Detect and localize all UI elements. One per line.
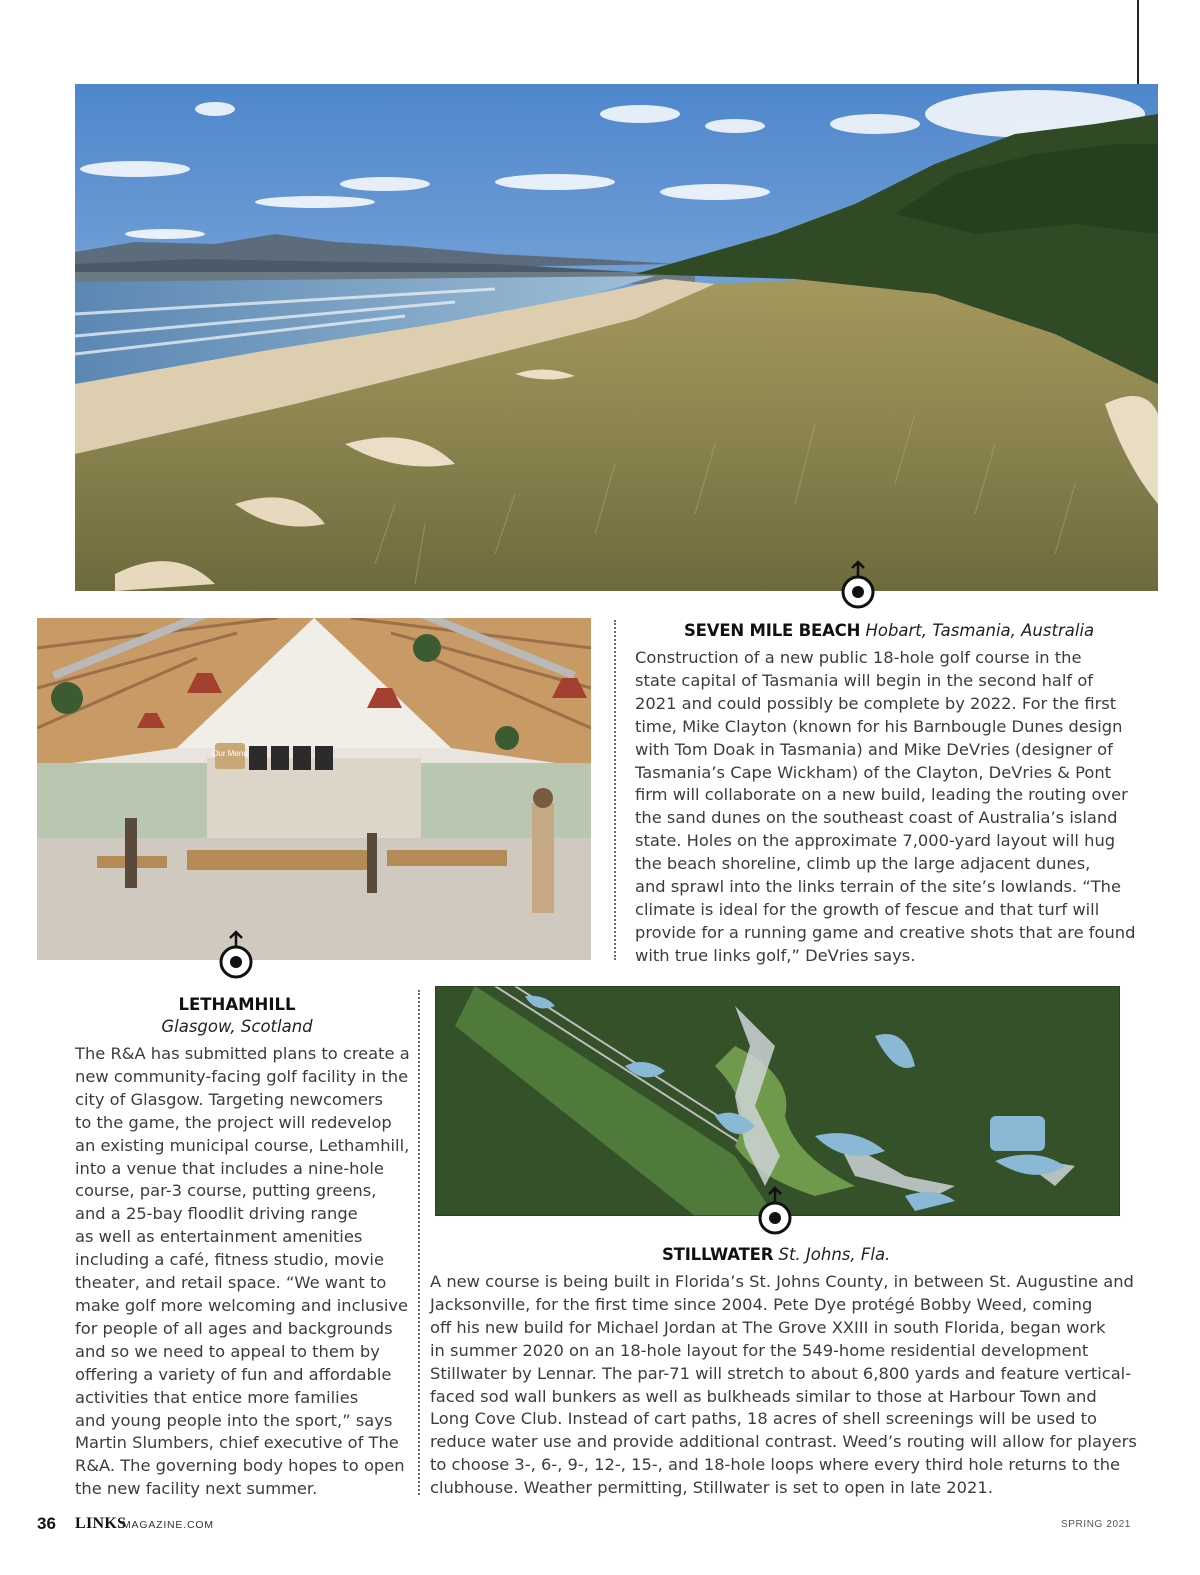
- menu-board-label: Our Menu: [212, 749, 248, 758]
- lethamhill-body: [75, 1043, 410, 1501]
- body-line: R&A. The governing body hopes to open: [75, 1456, 405, 1476]
- page-number: 36: [37, 1514, 56, 1533]
- body-line: time, Mike Clayton (known for his Barnbougle Dunes design: [635, 716, 1123, 736]
- body-line: Long Cove Club. Instead of cart paths, 18 acres of shell screenings will be used to: [430, 1409, 1097, 1429]
- body-line: firm will collaborate on a new build, leading the routing over: [635, 785, 1128, 805]
- magazine-logo: LINKS: [75, 1515, 127, 1532]
- body-line: make golf more welcoming and inclusive: [75, 1295, 409, 1315]
- body-line: and so we need to appeal to them by: [75, 1341, 380, 1361]
- location-pin-icon: [217, 930, 255, 980]
- body-line: Stillwater by Lennar. The par-71 will stretch to about 6,800 yards and feature vertical-: [430, 1363, 1132, 1383]
- body-line: into a venue that includes a nine-hole: [75, 1158, 384, 1178]
- location-pin-icon: [839, 560, 877, 610]
- body-line: The R&A has submitted plans to create a: [75, 1044, 410, 1063]
- course-name: SEVEN MILE BEACH: [684, 621, 861, 640]
- body-line: provide for a running game and creative shots that are found: [635, 922, 1136, 942]
- lethamhill-clubhouse-photo: [37, 618, 591, 960]
- body-line: the beach shoreline, climb up the large adjacent dunes,: [635, 854, 1091, 874]
- location-pin-icon: [756, 1186, 794, 1236]
- body-line: climate is ideal for the growth of fescue and that turf will: [635, 899, 1100, 919]
- body-line: off his new build for Michael Jordan at The Grove XXIII in south Florida, began work: [430, 1317, 1106, 1337]
- body-line: to the game, the project will redevelop: [75, 1112, 392, 1132]
- body-line: to choose 3-, 6-, 9-, 12-, 15-, and 18-hole loops where every third hole returns to the: [430, 1455, 1121, 1475]
- body-line: state capital of Tasmania will begin in the second half of: [635, 670, 1094, 690]
- seven-mile-beach-body: [635, 647, 1136, 968]
- course-name: STILLWATER: [662, 1245, 774, 1264]
- body-line: Construction of a new public 18-hole golf course in the: [635, 648, 1082, 667]
- stillwater-body: [430, 1271, 1137, 1500]
- column-divider: [418, 990, 420, 1495]
- body-line: 2021 and could possibly be complete by 2022. For the first: [635, 693, 1117, 713]
- seven-mile-beach-heading: [684, 621, 1094, 640]
- body-line: Tasmania’s Cape Wickham) of the Clayton, DeVries & Pont: [635, 762, 1112, 782]
- body-line: reduce water use and provide additional contrast. Weed’s routing will allow for players: [430, 1432, 1137, 1452]
- body-line: with true links golf,” DeVries says.: [635, 945, 916, 965]
- body-line: and young people into the sport,” says: [75, 1410, 393, 1430]
- body-line: activities that entice more families: [75, 1387, 359, 1407]
- body-line: course, par-3 course, putting greens,: [75, 1181, 377, 1201]
- body-line: the sand dunes on the southeast coast of Australia’s island: [635, 808, 1118, 828]
- body-line: and sprawl into the links terrain of the site’s lowlands. “The: [635, 877, 1122, 897]
- course-location: Hobart, Tasmania, Australia: [865, 621, 1095, 640]
- body-line: and a 25-bay floodlit driving range: [75, 1204, 358, 1224]
- body-line: Jacksonville, for the first time since 2004. Pete Dye protégé Bobby Weed, coming: [430, 1294, 1093, 1314]
- body-line: clubhouse. Weather permitting, Stillwater is set to open in late 2021.: [430, 1478, 993, 1498]
- course-location: St. Johns, Fla.: [778, 1245, 891, 1264]
- body-line: faced sod wall bunkers as well as bulkheads similar to those at Harbour Town and: [430, 1386, 1097, 1406]
- seven-mile-beach-photo: [75, 84, 1158, 591]
- body-line: offering a variety of fun and affordable: [75, 1364, 392, 1384]
- body-line: as well as entertainment amenities: [75, 1227, 363, 1247]
- body-line: new community-facing golf facility in the: [75, 1066, 409, 1086]
- lethamhill-location: Glasgow, Scotland: [161, 1017, 313, 1036]
- stillwater-aerial-photo: [435, 986, 1120, 1216]
- body-line: theater, and retail space. “We want to: [75, 1273, 387, 1293]
- body-line: the new facility next summer.: [75, 1479, 318, 1499]
- lethamhill-heading: LETHAMHILL: [178, 995, 296, 1014]
- body-line: Martin Slumbers, chief executive of The: [75, 1433, 399, 1453]
- body-line: A new course is being built in Florida’s St. Johns County, in between St. Augustine and: [430, 1272, 1134, 1291]
- body-line: for people of all ages and backgrounds: [75, 1318, 393, 1338]
- body-line: state. Holes on the approximate 7,000-yard layout will hug: [635, 831, 1116, 851]
- issue-date: SPRING 2021: [1061, 1519, 1131, 1530]
- body-line: an existing municipal course, Lethamhill,: [75, 1135, 410, 1155]
- body-line: in summer 2020 on an 18-hole layout for the 549-home residential development: [430, 1340, 1089, 1360]
- column-divider: [614, 620, 616, 960]
- body-line: with Tom Doak in Tasmania) and Mike DeVries (designer of: [635, 739, 1113, 759]
- magazine-site: MAGAZINE.COM: [122, 1519, 214, 1531]
- stillwater-heading: [662, 1245, 890, 1264]
- body-line: city of Glasgow. Targeting newcomers: [75, 1089, 383, 1109]
- body-line: including a café, fitness studio, movie: [75, 1250, 384, 1270]
